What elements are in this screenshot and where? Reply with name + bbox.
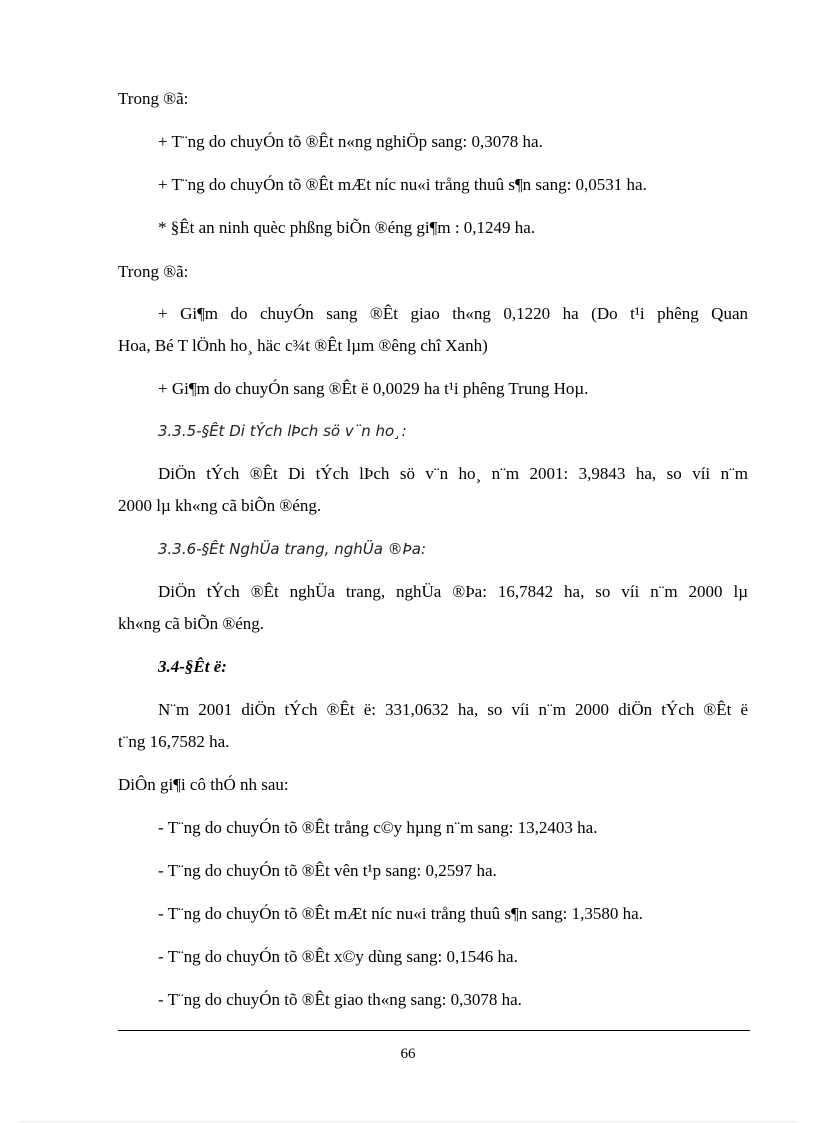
text-line: t¨ng 16,7582 ha. [118,732,230,751]
text-line: DiÖn tÝch ®Êt nghÜa trang, nghÜa ®Þa: 16,7842 ha, so víi n¨m 2000 lµ [158,582,748,601]
page-number: 66 [400,1046,416,1062]
text-line: DiÖn tÝch ®Êt Di tÝch lÞch sö v¨n ho¸ n¨m 2001: 3,9843 ha, so víi n¨m [158,464,748,483]
text-line: Hoa, Bé T lÖnh ho¸ häc c¾t ®Êt lµm ®êng chî Xanh) [118,336,488,355]
text-line: + Gi¶m do chuyÓn sang ®Êt ë 0,0029 ha t¹i phêng Trung Hoµ. [158,379,589,398]
list-item: - T¨ng do chuyÓn tõ ®Êt mÆt níc nu«i trång thuû s¶n sang: 1,3580 ha. [158,904,643,923]
list-item: - T¨ng do chuyÓn tõ ®Êt vên t¹p sang: 0,2597 ha. [158,861,497,880]
text-line: + Gi¶m do chuyÓn sang ®Êt giao th«ng 0,1220 ha (Do t¹i phêng Quan [158,304,748,323]
list-item: - T¨ng do chuyÓn tõ ®Êt trång c©y hµng n¨m sang: 13,2403 ha. [158,818,598,837]
text-line: 2000 lµ kh«ng cã biÕn ®éng. [118,496,322,515]
text-line: + T¨ng do chuyÓn tõ ®Êt mÆt níc nu«i trång thuû s¶n sang: 0,0531 ha. [158,175,647,194]
page-edge-dots [20,1121,796,1122]
text-line: Trong ®ã: [118,262,189,281]
text-line: * §Êt an ninh quèc phßng biÕn ®éng gi¶m : 0,1249 ha. [158,218,536,237]
text-line: + T¨ng do chuyÓn tõ ®Êt n«ng nghiÖp sang: 0,3078 ha. [158,132,543,151]
text-line: DiÔn gi¶i cô thÓ nh sau: [118,775,289,794]
text-line: N¨m 2001 diÖn tÝch ®Êt ë: 331,0632 ha, so víi n¨m 2000 diÖn tÝch ®Êt ë [158,700,748,719]
text-line: Trong ®ã: [118,89,189,108]
list-item: - T¨ng do chuyÓn tõ ®Êt giao th«ng sang: 0,3078 ha. [158,990,522,1009]
section-heading: 3.4-§Êt ë: [158,657,227,676]
text-line: kh«ng cã biÕn ®éng. [118,614,265,633]
footer-divider [118,1030,750,1031]
list-item: - T¨ng do chuyÓn tõ ®Êt x©y dùng sang: 0,1546 ha. [158,947,518,966]
section-heading: 3.3.6-§Êt NghÜa trang, nghÜa ®Þa: [158,540,427,558]
section-heading: 3.3.5-§Êt Di tÝch lÞch sö v¨n ho¸: [158,422,407,440]
